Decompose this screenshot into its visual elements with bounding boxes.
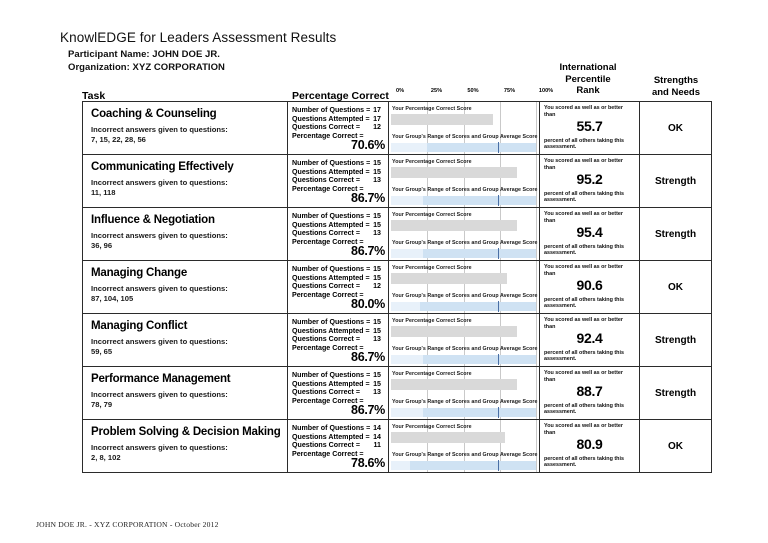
percentile-rank-value: 92.4 — [576, 330, 603, 346]
percentile-rank-value: 55.7 — [576, 118, 603, 134]
organization-name: Organization: XYZ CORPORATION — [68, 62, 225, 73]
group-range-band — [423, 408, 536, 417]
percentage-correct-bar — [391, 379, 517, 390]
group-range-band — [420, 302, 536, 311]
chart-axis-tick-labels — [395, 88, 554, 98]
strength-need-badge: Strength — [654, 334, 697, 346]
stat-row: Questions Attempted = 17 — [292, 114, 381, 123]
percentile-rank-cell — [540, 314, 639, 366]
group-average-tick — [498, 248, 499, 259]
chart-gridline — [536, 367, 537, 419]
group-range-band — [427, 143, 536, 152]
group-average-tick — [498, 354, 499, 365]
percentage-correct-value: 86.7% — [351, 191, 385, 205]
percentile-rank-value: 90.6 — [576, 277, 603, 293]
range-bar-label: Your Group's Range of Scores and Group Average Score — [392, 240, 538, 246]
results-table — [82, 101, 712, 473]
stat-row: Questions Correct = 13 — [292, 335, 381, 344]
stat-row: Number of Questions = 17 — [292, 106, 381, 114]
percentile-rank-caption-bottom: percent of all others taking this assessment. — [544, 296, 624, 310]
incorrect-answers-label: Incorrect answers given to questions: — [91, 390, 228, 399]
percentage-correct-value: 86.7% — [351, 350, 385, 364]
percentile-rank-cell — [540, 367, 639, 419]
participant-name: Participant Name: JOHN DOE JR. — [68, 49, 220, 60]
percentile-rank-caption-top: You scored as well as or better than — [544, 423, 623, 436]
table-row — [83, 367, 712, 420]
table-row — [83, 102, 712, 155]
axis-tick-25pct: 25% — [430, 88, 443, 94]
strength-need-badge: Strength — [654, 387, 697, 399]
group-range-band — [423, 196, 536, 205]
stat-row: Questions Correct = 12 — [292, 123, 381, 132]
stat-row: Questions Attempted = 14 — [292, 432, 381, 441]
percentile-rank-caption-top: You scored as well as or better than — [544, 317, 623, 330]
stat-row: Questions Correct = 13 — [292, 229, 381, 238]
statistics-cell — [288, 420, 388, 472]
strength-need-badge: OK — [668, 122, 683, 134]
task-title: Performance Management — [91, 373, 231, 385]
stat-row: Percentage Correct = — [292, 184, 364, 193]
strength-need-badge: Strength — [654, 175, 697, 187]
stat-row: Questions Correct = 12 — [292, 282, 381, 291]
percentage-correct-value: 86.7% — [351, 403, 385, 417]
incorrect-answers-label: Incorrect answers given to questions: — [91, 125, 228, 134]
stat-row: Number of Questions = 15 — [292, 371, 381, 379]
incorrect-question-numbers: 7, 15, 22, 28, 56 — [91, 134, 146, 144]
task-cell — [83, 420, 287, 472]
percentile-rank-caption-bottom: percent of all others taking this assessment. — [544, 243, 624, 257]
stat-row: Percentage Correct = — [292, 131, 364, 140]
percentile-rank-cell — [540, 208, 639, 260]
task-cell — [83, 208, 287, 260]
group-average-tick — [498, 407, 499, 418]
percentile-rank-caption-top: You scored as well as or better than — [544, 105, 623, 118]
task-cell — [83, 314, 287, 366]
chart-gridline — [536, 314, 537, 366]
group-range-band — [423, 355, 536, 364]
incorrect-question-numbers: 78, 79 — [91, 399, 113, 409]
task-cell — [83, 367, 287, 419]
incorrect-answers-label: Incorrect answers given to questions: — [91, 443, 228, 452]
ipr-line-3: Rank — [576, 85, 600, 96]
chart-gridline — [536, 155, 537, 207]
score-bar-label: Your Percentage Correct Score — [392, 212, 472, 218]
percentage-correct-bar — [391, 273, 507, 284]
table-row — [83, 261, 712, 314]
stat-row: Questions Correct = 13 — [292, 388, 381, 397]
task-title: Managing Change — [91, 267, 188, 279]
score-bar-label: Your Percentage Correct Score — [392, 371, 472, 377]
stat-row: Number of Questions = 15 — [292, 212, 381, 220]
results-table-body — [83, 102, 712, 473]
table-row — [83, 208, 712, 261]
range-bar-label: Your Group's Range of Scores and Group Average Score — [392, 399, 538, 405]
stat-row: Number of Questions = 15 — [292, 265, 381, 273]
percentile-rank-caption-bottom: percent of all others taking this assessment. — [544, 455, 624, 469]
percentile-rank-cell — [540, 102, 639, 154]
table-row — [83, 155, 712, 208]
group-average-tick — [498, 195, 499, 206]
incorrect-answers-label: Incorrect answers given to questions: — [91, 337, 228, 346]
group-range-band — [410, 461, 536, 470]
axis-tick-75pct: 75% — [503, 88, 516, 94]
strength-need-badge: Strength — [654, 228, 697, 240]
percentage-correct-bar — [391, 326, 517, 337]
percentile-rank-cell — [540, 420, 639, 472]
range-bar-label: Your Group's Range of Scores and Group Average Score — [392, 346, 538, 352]
table-row — [83, 420, 712, 473]
percentile-rank-cell — [540, 155, 639, 207]
statistics-cell — [288, 367, 388, 419]
chart-cell — [389, 261, 539, 313]
percentile-rank-caption-bottom: percent of all others taking this assessment. — [544, 137, 624, 151]
strength-need-badge: OK — [668, 281, 683, 293]
task-title: Influence & Negotiation — [91, 214, 215, 226]
stat-row: Percentage Correct = — [292, 237, 364, 246]
task-title: Coaching & Counseling — [91, 108, 217, 120]
percentile-rank-cell — [540, 261, 639, 313]
chart-gridline — [536, 208, 537, 260]
task-title: Communicating Effectively — [91, 161, 234, 173]
range-bar-label: Your Group's Range of Scores and Group Average Score — [392, 452, 538, 458]
group-average-tick — [498, 142, 499, 153]
task-cell — [83, 261, 287, 313]
percentage-correct-bar — [391, 167, 517, 178]
table-row — [83, 314, 712, 367]
chart-gridline — [536, 261, 537, 313]
percentage-correct-value: 86.7% — [351, 244, 385, 258]
incorrect-question-numbers: 11, 118 — [91, 187, 116, 197]
range-bar-label: Your Group's Range of Scores and Group Average Score — [392, 187, 538, 193]
percentage-correct-bar — [391, 432, 505, 443]
chart-gridline — [536, 102, 537, 154]
range-bar-label: Your Group's Range of Scores and Group Average Score — [392, 293, 538, 299]
statistics-cell — [288, 314, 388, 366]
stat-row: Percentage Correct = — [292, 290, 364, 299]
stat-row: Number of Questions = 14 — [292, 424, 381, 432]
percentile-rank-value: 88.7 — [576, 383, 603, 399]
percentage-correct-value: 78.6% — [351, 456, 385, 470]
strengths-line-1: Strengths — [653, 75, 699, 86]
range-bar-label: Your Group's Range of Scores and Group Average Score — [392, 134, 538, 140]
score-bar-label: Your Percentage Correct Score — [392, 318, 472, 324]
stat-row: Number of Questions = 15 — [292, 159, 381, 167]
stat-row: Percentage Correct = — [292, 449, 364, 458]
percentile-rank-caption-bottom: percent of all others taking this assessment. — [544, 190, 624, 204]
stat-row: Questions Correct = 13 — [292, 176, 381, 185]
column-header-international-percentile-rank — [546, 62, 630, 97]
chart-cell — [389, 314, 539, 366]
statistics-cell — [288, 261, 388, 313]
percentile-rank-caption-top: You scored as well as or better than — [544, 264, 623, 277]
stat-row: Questions Attempted = 15 — [292, 326, 381, 335]
percentile-rank-caption-top: You scored as well as or better than — [544, 211, 623, 224]
column-header-task: Task — [82, 90, 106, 102]
percentile-rank-caption-top: You scored as well as or better than — [544, 158, 623, 171]
incorrect-answers-label: Incorrect answers given to questions: — [91, 178, 228, 187]
score-bar-label: Your Percentage Correct Score — [392, 424, 472, 430]
chart-cell — [389, 102, 539, 154]
incorrect-question-numbers: 59, 65 — [91, 346, 113, 356]
stat-row: Questions Attempted = 15 — [292, 379, 381, 388]
group-average-tick — [498, 460, 499, 471]
strength-need-badge: OK — [668, 440, 683, 452]
percentile-rank-caption-bottom: percent of all others taking this assessment. — [544, 402, 624, 416]
stat-row: Percentage Correct = — [292, 343, 364, 352]
strengths-line-2: and Needs — [651, 86, 701, 98]
percentage-correct-value: 70.6% — [351, 138, 385, 152]
axis-tick-50pct: 50% — [467, 88, 479, 94]
ipr-line-1: International — [559, 62, 617, 73]
task-cell — [83, 102, 287, 154]
statistics-cell — [288, 155, 388, 207]
statistics-cell — [288, 208, 388, 260]
statistics-cell — [288, 102, 388, 154]
incorrect-answers-label: Incorrect answers given to questions: — [91, 284, 228, 293]
stat-row: Questions Attempted = 15 — [292, 167, 381, 176]
percentile-rank-caption-top: You scored as well as or better than — [544, 370, 623, 383]
group-average-tick — [498, 301, 499, 312]
chart-cell — [389, 208, 539, 260]
page-title: KnowlEDGE for Leaders Assessment Results — [60, 30, 337, 45]
percentage-correct-value: 80.0% — [351, 297, 385, 311]
stat-row: Percentage Correct = — [292, 396, 364, 405]
task-cell — [83, 155, 287, 207]
incorrect-question-numbers: 36, 96 — [91, 240, 113, 250]
incorrect-question-numbers: 87, 104, 105 — [91, 293, 134, 303]
percentile-rank-value: 95.4 — [576, 224, 603, 240]
stat-row: Number of Questions = 15 — [292, 318, 381, 326]
percentile-rank-value: 95.2 — [576, 171, 603, 187]
task-title: Managing Conflict — [91, 320, 188, 332]
chart-cell — [389, 420, 539, 472]
axis-tick-0pct: 0% — [395, 88, 405, 94]
stat-row: Questions Attempted = 15 — [292, 220, 381, 229]
ipr-line-2: Percentile — [565, 73, 611, 85]
percentile-rank-value: 80.9 — [576, 436, 603, 452]
chart-cell — [389, 155, 539, 207]
stat-row: Questions Correct = 11 — [292, 441, 381, 450]
column-header-strengths-and-needs — [640, 75, 712, 98]
page-footer: JOHN DOE JR. - XYZ CORPORATION - October 2012 — [36, 520, 219, 529]
axis-tick-100pct: 100% — [538, 88, 554, 94]
column-header-percentage-correct: Percentage Correct — [292, 90, 389, 102]
score-bar-label: Your Percentage Correct Score — [392, 265, 472, 271]
stat-row: Questions Attempted = 15 — [292, 273, 381, 282]
incorrect-question-numbers: 2, 8, 102 — [91, 452, 121, 462]
score-bar-label: Your Percentage Correct Score — [392, 159, 472, 165]
percentage-correct-bar — [391, 220, 517, 231]
percentage-correct-bar — [391, 114, 493, 125]
percentile-rank-caption-bottom: percent of all others taking this assessment. — [544, 349, 624, 363]
chart-gridline — [536, 420, 537, 472]
group-range-band — [423, 249, 536, 258]
score-bar-label: Your Percentage Correct Score — [392, 106, 472, 112]
chart-cell — [389, 367, 539, 419]
task-title: Problem Solving & Decision Making — [91, 426, 281, 438]
incorrect-answers-label: Incorrect answers given to questions: — [91, 231, 228, 240]
